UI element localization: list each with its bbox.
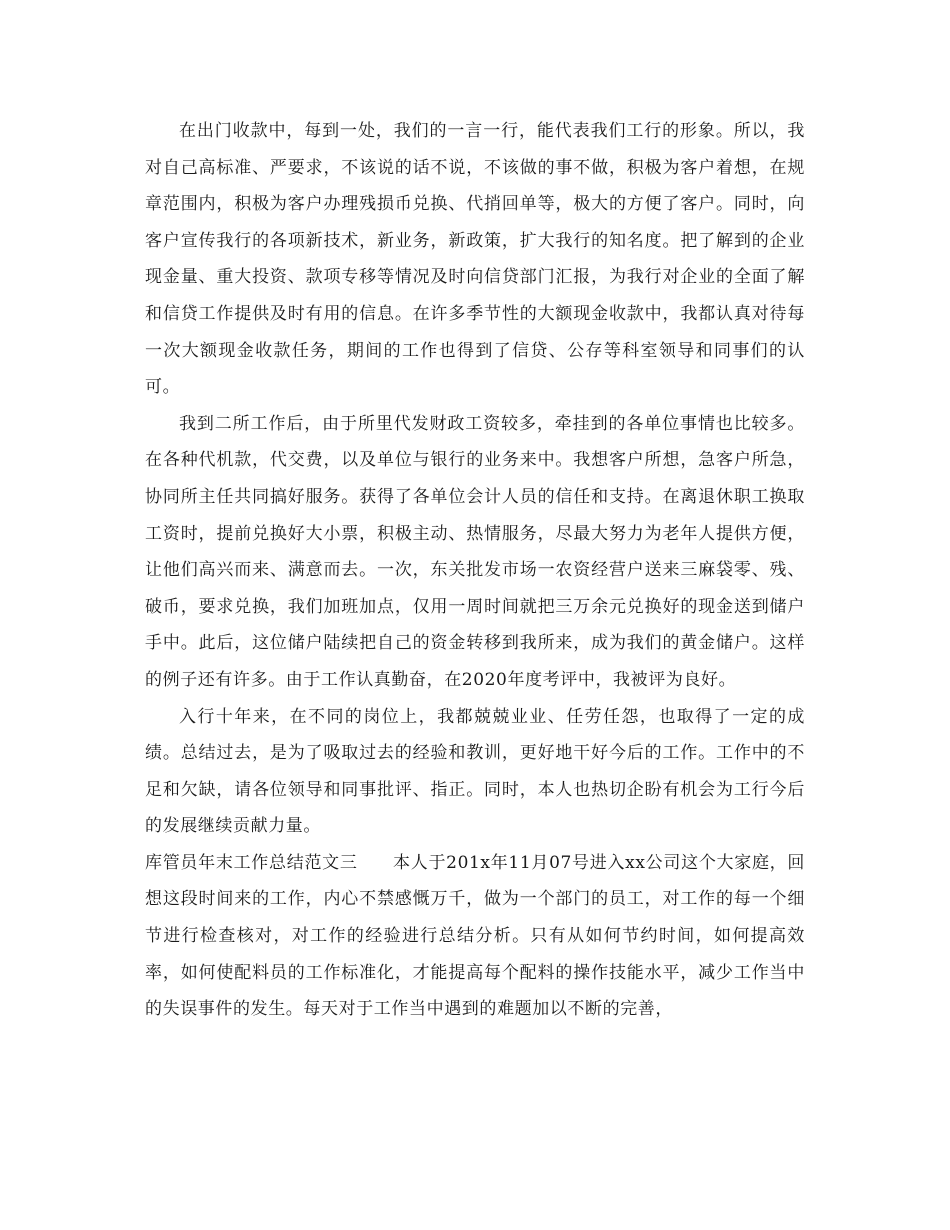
paragraph-text: 入行十年来，在不同的岗位上，我都兢兢业业、任劳任怨，也取得了一定的成绩。总结过去，是为了吸取过去的经验和教训，更好地干好今后的工作。工作中的不足和欠缺，请各位领导和同事批评、指正。同时，本人也热切企盼有机会为工行今后的发展继续贡献力量。 <box>145 706 805 837</box>
paragraph-text: 库管员年末工作总结范文三 本人于201x年11月07号进入xx公司这个大家庭，回想这段时间来的工作，内心不禁感慨万千，做为一个部门的员工，对工作的每一个细节进行检查核对，对工作的经验进行总结分析。只有从如何节约时间，如何提高效率，如何使配料员的工作标准化，才能提高每个配料的操作技能水平，减少工作当中的失误事件的发生。每天对于工作当中遇到的难题加以不断的完善， <box>145 852 805 1020</box>
paragraph-3 <box>145 699 805 845</box>
paragraph-text: 我到二所工作后，由于所里代发财政工资较多，牵挂到的各单位事情也比较多。在各种代机款，代交费，以及单位与银行的业务来中。我想客户所想，急客户所急，协同所主任共同搞好服务。获得了各单位会计人员的信任和支持。在离退休职工换取工资时，提前兑换好大小票，积极主动、热情服务，尽最大努力为老年人提供方便，让他们高兴而来、满意而去。一次，东关批发市场一农资经营户送来三麻袋零、残、破币，要求兑换，我们加班加点，仅用一周时间就把三万余元兑换好的现金送到储户手中。此后，这位储户陆续把自己的资金转移到我所来，成为我们的黄金储户。这样的例子还有许多。由于工作认真勤奋，在2020年度考评中，我被评为良好。 <box>145 413 805 690</box>
paragraph-4 <box>145 845 805 1028</box>
document-body <box>145 113 805 1028</box>
paragraph-text: 在出门收款中，每到一处，我们的一言一行，能代表我们工行的形象。所以，我对自己高标准、严要求，不该说的话不说，不该做的事不做，积极为客户着想，在规章范围内，积极为客户办理残损币兑换、代捎回单等，极大的方便了客户。同时，向客户宣传我行的各项新技术，新业务，新政策，扩大我行的知名度。把了解到的企业现金量、重大投资、款项专移等情况及时向信贷部门汇报，为我行对企业的全面了解和信贷工作提供及时有用的信息。在许多季节性的大额现金收款中，我都认真对待每一次大额现金收款任务，期间的工作也得到了信贷、公存等科室领导和同事们的认可。 <box>145 121 805 398</box>
paragraph-2 <box>145 406 805 699</box>
paragraph-1 <box>145 113 805 406</box>
